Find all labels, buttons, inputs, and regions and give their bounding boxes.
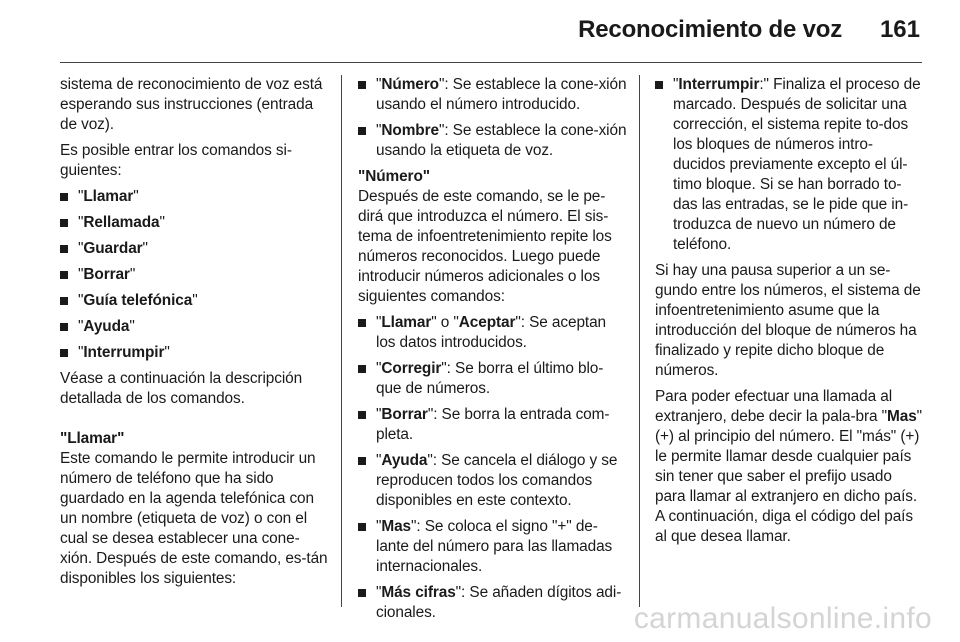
list-item: "Más cifras": Se añaden dígitos adi-cionales. — [358, 583, 628, 623]
page-header — [0, 0, 960, 62]
command-description: : Se establece la cone-xión usando la etiqueta de voz. — [376, 122, 627, 159]
list-item: "Llamar" o "Aceptar": Se aceptan los datos introducidos. — [358, 313, 628, 353]
bullet-icon — [60, 219, 68, 227]
bullet-icon — [358, 589, 366, 597]
command-name: Nombre — [381, 122, 439, 139]
column-divider-1 — [341, 75, 342, 607]
command-name: Interrumpir — [83, 344, 165, 361]
list-item: "Ayuda": Se cancela el diálogo y se reproducen todos los comandos disponibles en este contexto. — [358, 451, 628, 511]
page-title: Reconocimiento de voz — [578, 16, 842, 43]
list-item: "Llamar" — [60, 187, 328, 207]
page-number: 161 — [879, 16, 920, 43]
command-name: Borrar — [381, 406, 428, 423]
list-item: "Guardar" — [60, 239, 328, 259]
list-item: "Borrar" — [60, 265, 328, 285]
intro-paragraph: sistema de reconocimiento de voz está esperando sus instrucciones (entrada de voz). — [60, 76, 323, 133]
bullet-icon — [60, 349, 68, 357]
list-item: "Guía telefónica" — [60, 291, 328, 311]
column-3 — [655, 75, 923, 553]
bullet-icon — [358, 411, 366, 419]
commands-intro: Es posible entrar los comandos si-guientes: — [60, 142, 292, 179]
bullet-icon — [60, 323, 68, 331]
bullet-icon — [60, 193, 68, 201]
bullet-icon — [358, 457, 366, 465]
command-description: : Se borra la entrada com-pleta. — [376, 406, 610, 443]
list-item: "Interrumpir:" Finaliza el proceso de marcado. Después de solicitar una corrección, el sistema repite to-dos los bloques de números intro-ducidos previamente excepto el úl-timo bloque. Si se han borrado to-das las entradas, se le pide que in-troduzca de nuevo un número de teléfono. — [655, 75, 923, 255]
pause-paragraph: Si hay una pausa superior a un se-gundo entre los números, el sistema de infoentretenimiento asume que la introducción del bloque de números ha finalizado y repite dicho bloque de números. — [655, 262, 921, 379]
column-2 — [358, 75, 628, 629]
list-item: "Borrar": Se borra la entrada com-pleta. — [358, 405, 628, 445]
command-description: :" Finaliza el proceso de marcado. Después de solicitar una corrección, el sistema repite to-dos los bloques de números intro-ducidos previamente excepto el úl-timo bloque. Si se han borrado to-das las entradas, se le pide que in-troduzca de nuevo un número de teléfono. — [673, 76, 921, 253]
command-description: : Se coloca el signo "+" de-lante del número para las llamadas internacionales. — [376, 518, 613, 575]
description-note: Véase a continuación la descripción detallada de los comandos. — [60, 370, 303, 407]
section-heading-llamar: "Llamar" — [60, 430, 125, 447]
list-item: "Número": Se establece la cone-xión usando el número introducido. — [358, 75, 628, 115]
list-item: "Rellamada" — [60, 213, 328, 233]
bullet-icon — [358, 127, 366, 135]
header-divider — [60, 62, 922, 63]
column-divider-2 — [639, 75, 640, 607]
connector-text: " o " — [431, 314, 459, 331]
section-heading-numero: "Número" — [358, 168, 430, 185]
command-name: Guardar — [83, 240, 143, 257]
command-description: : Se borra el último blo-que de números. — [376, 360, 604, 397]
section-body-llamar: Este comando le permite introducir un número de teléfono que ha sido guardado en la agenda telefónica con un nombre (etiqueta de voz) o con el cual se desea establecer una cone-xión. Después de este comando, es-tán disponibles los siguientes: — [60, 450, 328, 587]
command-name: Rellamada — [83, 214, 160, 231]
bullet-icon — [655, 81, 663, 89]
command-name: Llamar — [83, 188, 134, 205]
command-name: Borrar — [83, 266, 130, 283]
command-name: Interrumpir — [678, 76, 760, 93]
command-name: Mas — [887, 408, 917, 425]
bullet-icon — [358, 81, 366, 89]
bullet-icon — [358, 365, 366, 373]
command-name: Mas — [381, 518, 412, 535]
list-item: "Nombre": Se establece la cone-xión usando la etiqueta de voz. — [358, 121, 628, 161]
command-description: : Se cancela el diálogo y se reproducen todos los comandos disponibles en este contexto. — [376, 452, 618, 509]
command-name: Más cifras — [381, 584, 456, 601]
list-item: "Mas": Se coloca el signo "+" de-lante del número para las llamadas internacionales. — [358, 517, 628, 577]
watermark: carmanualsonline.info — [633, 602, 932, 635]
command-name: Llamar — [381, 314, 432, 331]
bullet-icon — [60, 245, 68, 253]
command-name: Ayuda — [381, 452, 428, 469]
list-item: "Interrumpir" — [60, 343, 328, 363]
bullet-icon — [358, 319, 366, 327]
section-body-numero: Después de este comando, se le pe-dirá que introduzca el número. El sis-tema de infoentretenimiento repite los números reconocidos. Luego puede introducir números adicionales o los siguientes comandos: — [358, 188, 612, 305]
list-item: "Corregir": Se borra el último blo-que de números. — [358, 359, 628, 399]
list-item: "Ayuda" — [60, 317, 328, 337]
command-description: : Se añaden dígitos adi-cionales. — [376, 584, 622, 621]
bullet-icon — [60, 271, 68, 279]
command-description: : Se establece la cone-xión usando el número introducido. — [376, 76, 627, 113]
command-name: Número — [381, 76, 439, 93]
international-call-paragraph: Para poder efectuar una llamada al extranjero, debe decir la pala-bra "Mas" (+) al principio del número. El "más" (+) le permite llamar desde cualquier país sin tener que saber el prefijo usado para llamar al extranjero en dicho país. A continuación, diga el código del país al que desea llamar. — [655, 388, 923, 545]
command-name: Ayuda — [83, 318, 130, 335]
command-description: : Se aceptan los datos introducidos. — [376, 314, 607, 351]
command-name: Guía telefónica — [83, 292, 193, 309]
column-1 — [60, 75, 328, 595]
bullet-icon — [60, 297, 68, 305]
command-name: Corregir — [381, 360, 442, 377]
bullet-icon — [358, 523, 366, 531]
command-name: Aceptar — [458, 314, 516, 331]
